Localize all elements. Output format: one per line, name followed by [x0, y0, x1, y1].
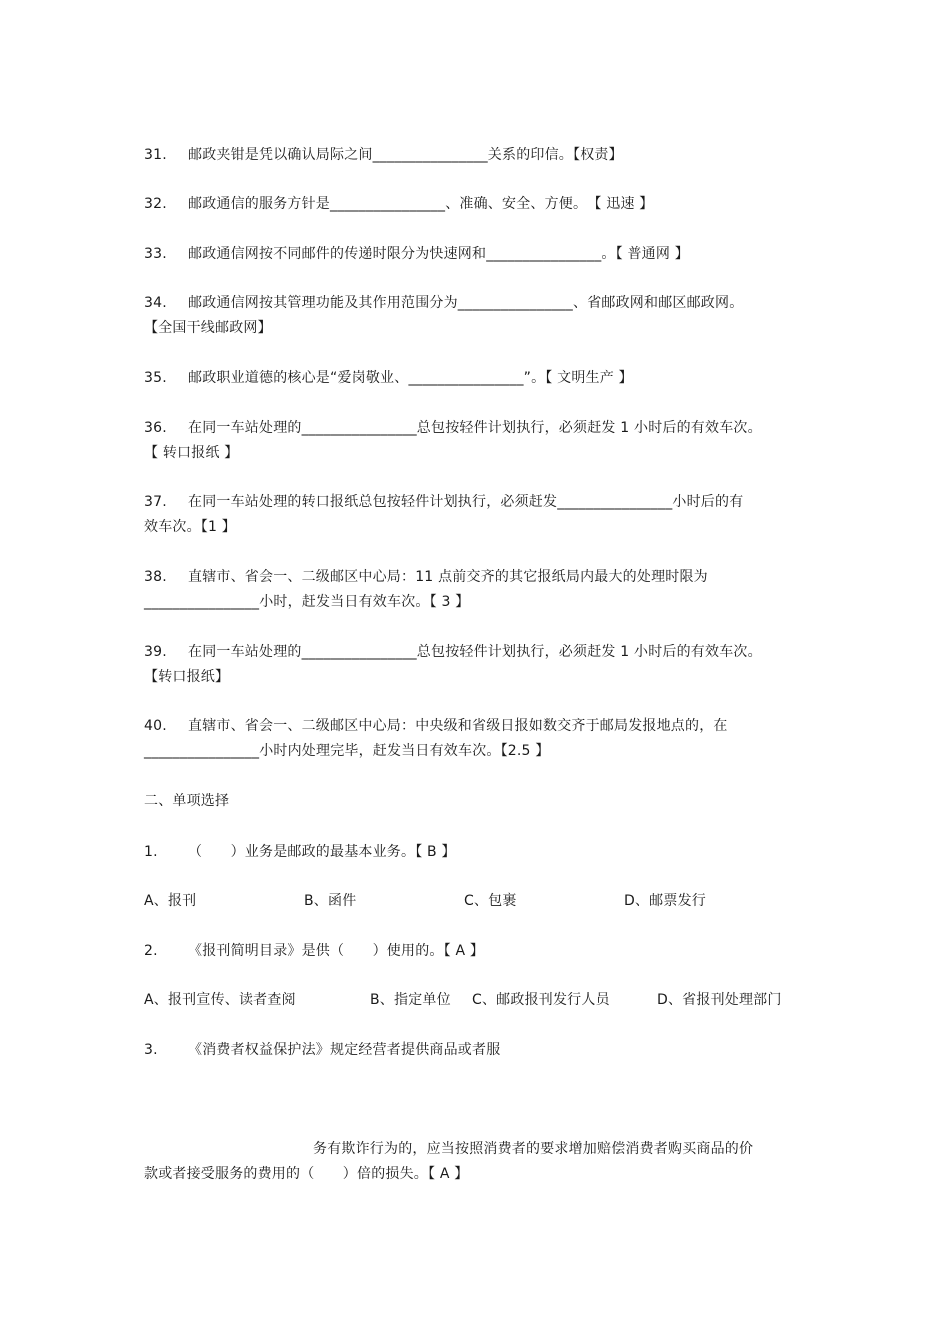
- question-number: 1.: [144, 844, 158, 860]
- question-number: 31.: [144, 147, 167, 163]
- question-text: 《报刊简明目录》是供（ ）使用的。【 A 】: [188, 943, 485, 959]
- option-c: C、邮政报刊发行人员: [472, 992, 610, 1008]
- question-32: [144, 194, 806, 214]
- question-text: （ ）业务是邮政的最基本业务。【 B 】: [188, 844, 456, 860]
- question-35: [144, 368, 806, 388]
- question-number: 39.: [144, 644, 167, 660]
- option-d: D、邮票发行: [624, 893, 706, 909]
- question-34: [144, 293, 806, 313]
- question-31: [144, 145, 806, 165]
- question-text: 邮政通信的服务方针是________________、准确、安全、方便。 【 迅速 】: [188, 196, 654, 212]
- question-text: 在同一车站处理的________________总包按轻件计划执行，必须赶发 1 小时后的有效车次。: [188, 420, 762, 436]
- question-40-cont: ________________小时内处理完毕，赶发当日有效车次。【2.5 】: [144, 743, 550, 759]
- question-40: [144, 716, 806, 736]
- question-number: 37.: [144, 494, 167, 510]
- question-text: 在同一车站处理的转口报纸总包按轻件计划执行，必须赶发________________小时后的有: [188, 494, 744, 510]
- question-text: 邮政通信网按不同邮件的传递时限分为快速网和________________。【 普通网 】: [188, 246, 689, 262]
- question-number: 35.: [144, 370, 167, 386]
- question-number: 2.: [144, 943, 158, 959]
- choice-question-3-cont2: 款或者接受服务的费用的（ ）倍的损失。【 A 】: [144, 1166, 469, 1182]
- choice-question-2: [144, 941, 806, 961]
- question-text: 在同一车站处理的________________总包按轻件计划执行，必须赶发 1 小时后的有效车次。: [188, 644, 762, 660]
- question-text: 直辖市、省会一、二级邮区中心局：中央级和省级日报如数交齐于邮局发报地点的，在: [188, 718, 728, 734]
- question-number: 33.: [144, 246, 167, 262]
- option-a: A、报刊: [144, 893, 197, 909]
- question-36-cont: 【 转口报纸 】: [144, 445, 239, 461]
- option-b: B、函件: [304, 893, 357, 909]
- option-c: C、包裹: [464, 893, 517, 909]
- question-38: [144, 567, 806, 587]
- question-37: [144, 492, 806, 512]
- question-number: 36.: [144, 420, 167, 436]
- choice-question-3-cont: 务有欺诈行为的，应当按照消费者的要求增加赔偿消费者购买商品的价: [313, 1141, 754, 1157]
- question-number: 40.: [144, 718, 167, 734]
- question-37-cont: 效车次。【1 】: [144, 519, 236, 535]
- question-number: 34.: [144, 295, 167, 311]
- section-heading: 二、单项选择: [144, 793, 230, 809]
- question-number: 3.: [144, 1042, 158, 1058]
- question-38-cont: ________________小时，赶发当日有效车次。【 3 】: [144, 594, 470, 610]
- choice-question-1: [144, 842, 806, 862]
- question-36: [144, 418, 806, 438]
- question-text: 邮政职业道德的核心是“爱岗敬业、________________”。【 文明生产 】: [188, 370, 633, 386]
- question-text: 邮政夹钳是凭以确认局际之间________________关系的印信。【权责】: [188, 147, 623, 163]
- option-d: D、省报刊处理部门: [657, 992, 782, 1008]
- option-a: A、报刊宣传、读者查阅: [144, 992, 296, 1008]
- question-number: 38.: [144, 569, 167, 585]
- choice-question-3: [144, 1040, 806, 1060]
- question-34-cont: 【全国干线邮政网】: [144, 320, 272, 336]
- question-number: 32.: [144, 196, 167, 212]
- question-33: [144, 244, 806, 264]
- option-b: B、指定单位: [370, 992, 451, 1008]
- question-text: 《消费者权益保护法》规定经营者提供商品或者服: [188, 1042, 501, 1058]
- question-39: [144, 642, 806, 662]
- question-text: 直辖市、省会一、二级邮区中心局：11 点前交齐的其它报纸局内最大的处理时限为: [188, 569, 708, 585]
- question-39-cont: 【转口报纸】: [144, 669, 230, 685]
- question-text: 邮政通信网按其管理功能及其作用范围分为________________、省邮政网和邮区邮政网。: [188, 295, 744, 311]
